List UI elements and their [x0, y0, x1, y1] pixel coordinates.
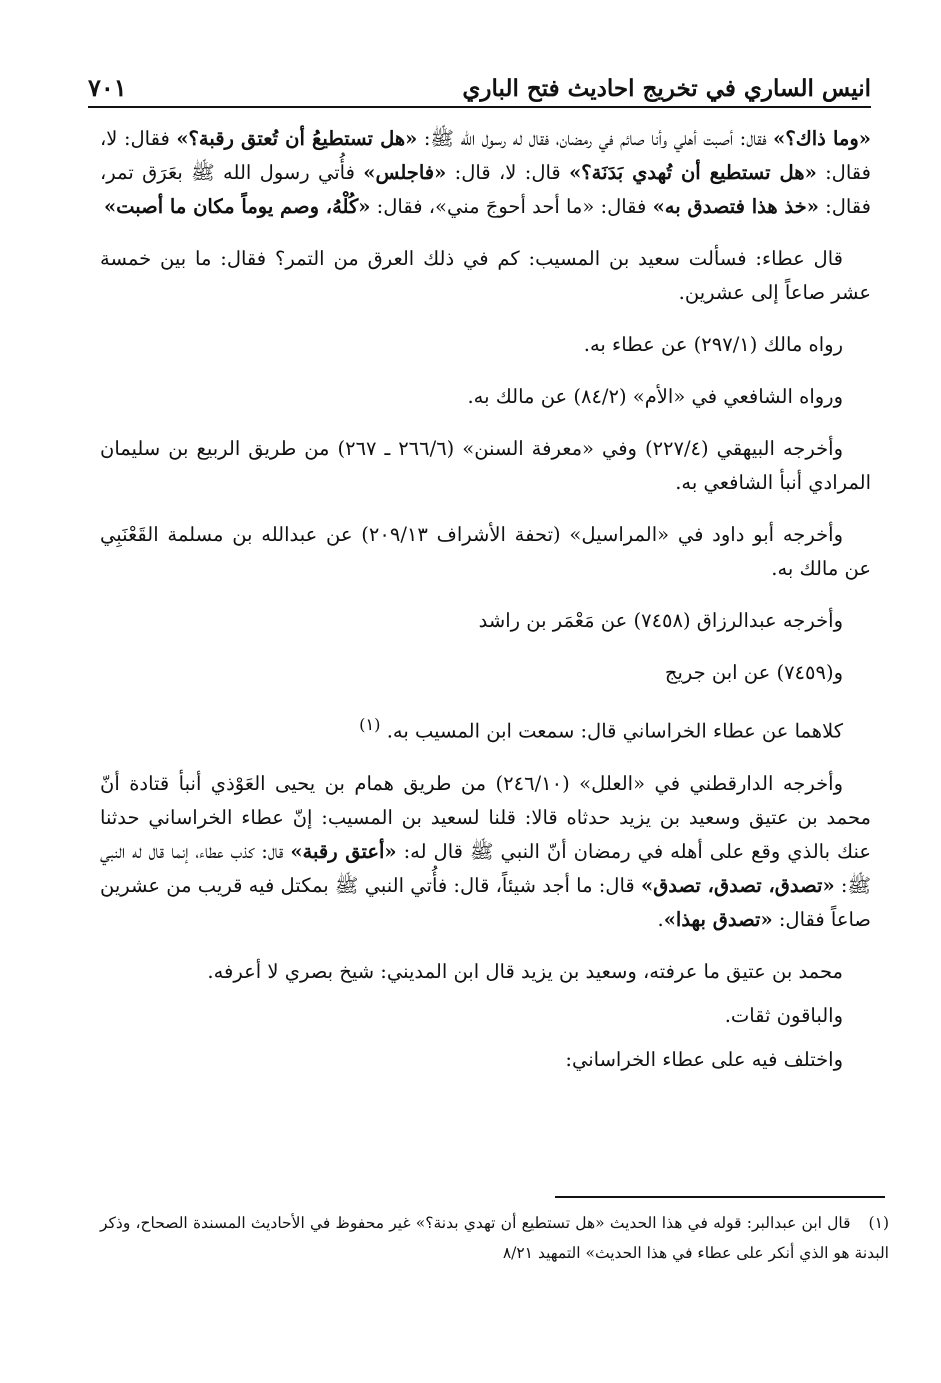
- paragraph-bayhaqi: وأخرجه البيهقي (٢٢٧/٤) وفي «معرفة السنن» (٢٦٦/٦ ـ ٢٦٧) من طريق الربيع بن سليمان المرادي أنبأ الشافعي به.: [100, 437, 871, 494]
- footnote-text: قال ابن عبدالبر: قوله في هذا الحديث «هل تستطيع أن تهدي بدنة؟» غير محفوظ في الأحاديث المسندة الصحاح، وذكر البدنة هو الذي أنكر على عطاء في هذا الحديث» التمهيد ٨/٢١: [100, 1214, 889, 1262]
- text: فقال: «ما أحد أحوجَ مني»، فقال:: [370, 195, 653, 218]
- text: قال: كذب عطاء، إنما قال له النبي ﷺ:: [100, 839, 872, 897]
- footnote-divider: [555, 1196, 885, 1198]
- paragraph-malik: رواه مالك (٢٩٧/١) عن عطاء به.: [583, 333, 843, 356]
- text: فقال: لا، فقال:: [100, 127, 871, 184]
- paragraph-hadith: [100, 122, 871, 224]
- quote: «كُلْهُ، وصم يوماً مكان ما أصبت»: [103, 195, 371, 218]
- running-header: [88, 68, 871, 108]
- text: كلاهما عن عطاء الخراساني قال: سمعت ابن المسيب به.: [386, 719, 843, 743]
- paragraph-abu-dawud: وأخرجه أبو داود في «المراسيل» (تحفة الأشراف ٢٠٩/١٣) عن عبدالله بن مسلمة القَعْنَبِي عن مالك به.: [100, 523, 871, 580]
- page-number: ٧٠١: [88, 73, 127, 102]
- text: فقال: أصبت أهلي وأنا صائم في رمضان، فقال له رسول الله ﷺ:: [417, 127, 774, 150]
- paragraph-ibn-atiq: محمد بن عتيق ما عرفته، وسعيد بن يزيد قال ابن المديني: شيخ بصري لا أعرفه.: [207, 959, 843, 983]
- paragraph-daraqutni: [100, 767, 871, 937]
- paragraph-ibn-jurayj: و(٧٤٥٩) عن ابن جريج: [664, 661, 843, 684]
- quote: «وما ذاك؟»: [773, 127, 871, 150]
- text: .: [657, 907, 664, 931]
- text: فأُتي رسول الله ﷺ بعَرَق تمر، فقال:: [100, 161, 871, 218]
- book-title: انيس الساري في تخريج احاديث فتح الباري: [462, 75, 871, 102]
- quote: «هل تستطيع أن تُهدي بَدَنَة؟»: [569, 161, 817, 184]
- quote: «هل تستطيعُ أن تُعتق رقبة؟»: [176, 127, 418, 150]
- text: وأخرجه الدارقطني في «العلل» (٢٤٦/١٠) من طريق همام بن يحيى العَوْذي أنبأ قتادة أنّ محمد بن عتيق وسعيد بن يزيد حدثاه قالا: قلنا لسعيد بن المسيب: إنّ عطاء الخراساني حدثنا عنك بالذي وقع على أهله في رمضان أنّ النبي ﷺ قال له:: [100, 771, 871, 863]
- paragraph-thiqat: والباقون ثقات.: [724, 1003, 843, 1027]
- quote: «تصدق، تصدق، تصدق»: [640, 873, 835, 897]
- paragraph-ata: قال عطاء: فسألت سعيد بن المسيب: كم في ذلك العرق من التمر؟ فقال: ما بين خمسة عشر صاعاً إلى عشرين.: [100, 247, 871, 304]
- footnote-ref: (١): [359, 715, 381, 734]
- quote: «خذ هذا فتصدق به»: [652, 195, 819, 218]
- paragraph-shafii: ورواه الشافعي في «الأم» (٨٤/٢) عن مالك به.: [467, 385, 843, 408]
- paragraph-ikhtilaf: واختلف فيه على عطاء الخراساني:: [565, 1047, 843, 1071]
- paragraph-abdulrazzaq: وأخرجه عبدالرزاق (٧٤٥٨) عن مَعْمَر بن راشد: [478, 609, 843, 632]
- quote: «تصدق بهذا»: [663, 907, 773, 931]
- quote: «أعتق رقبة»: [290, 839, 397, 863]
- quote: «فاجلس»: [363, 161, 447, 184]
- paragraph-both: [100, 708, 871, 749]
- footnote-mark: (١): [868, 1214, 889, 1232]
- text: قال: لا، قال:: [446, 161, 570, 184]
- footnote: [100, 1208, 889, 1268]
- main-text: [100, 122, 871, 1095]
- text: قال: ما أجد شيئاً، قال: فأُتي النبي ﷺ بمكتل فيه قريب من عشرين صاعاً فقال:: [100, 873, 871, 931]
